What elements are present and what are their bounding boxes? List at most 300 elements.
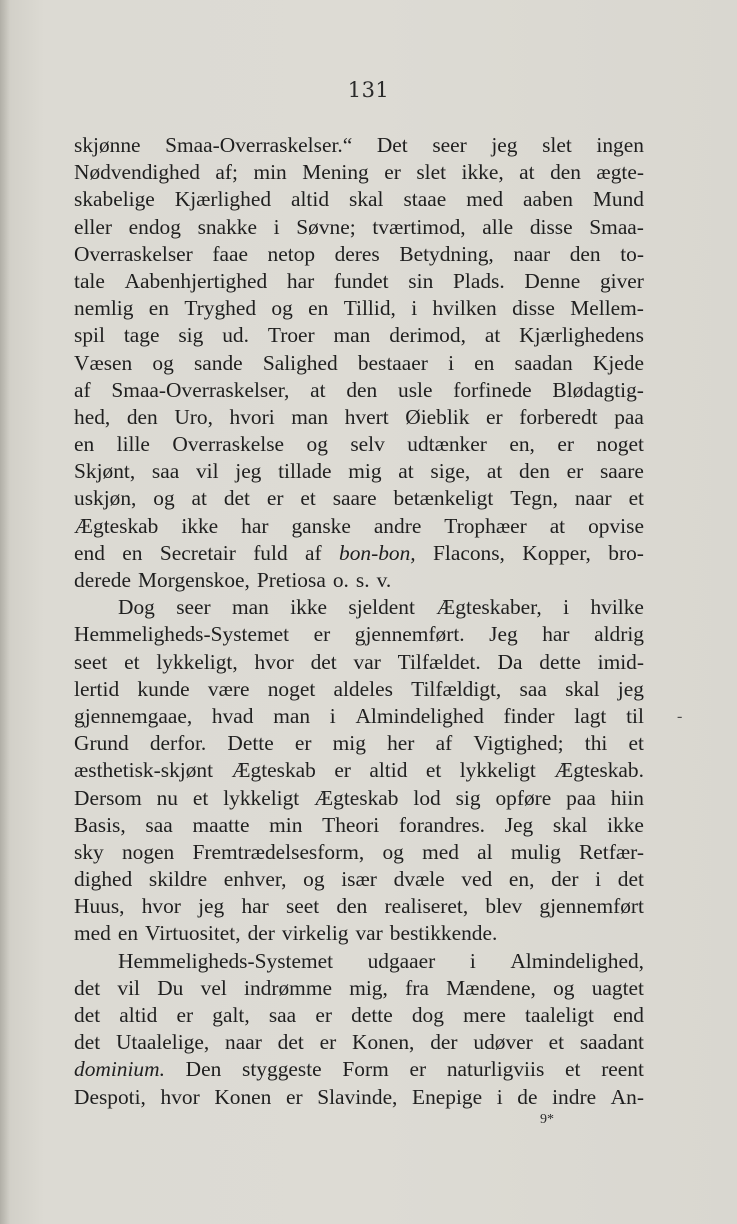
word: spil (74, 323, 105, 348)
word: altid (369, 758, 408, 783)
text-line (74, 540, 644, 567)
word: Theori (322, 812, 380, 837)
word: lykkeligt (223, 785, 300, 810)
word: Slavinde, (317, 1084, 398, 1109)
word: seer (176, 595, 211, 620)
word: lykkeligt, (156, 649, 238, 674)
word: aldeles (333, 676, 393, 701)
word: og (553, 975, 575, 1000)
text-line (74, 567, 644, 594)
word: det (74, 1030, 101, 1055)
word: Huus, (74, 894, 125, 919)
word: Ægteskaber, (436, 595, 542, 620)
word: er (294, 731, 312, 756)
text-line (74, 676, 644, 703)
word: gjennemgaae, (74, 703, 193, 728)
word: er (557, 432, 574, 457)
word: Grund (74, 731, 129, 756)
word: ingen (596, 133, 644, 157)
word: dog (411, 1003, 444, 1027)
word: lagt (574, 703, 607, 728)
word: mere (463, 1003, 506, 1027)
word: en, (509, 432, 535, 457)
word: skal (565, 676, 600, 701)
word: saa (145, 812, 173, 837)
word: min (253, 160, 287, 185)
word: i (448, 350, 455, 375)
word: v. (376, 568, 392, 592)
word: i (563, 595, 570, 620)
word: nu (156, 785, 178, 810)
word: Fremtrædelsesform, (192, 839, 365, 864)
text-line (74, 649, 644, 676)
word: bestikkende. (389, 921, 498, 946)
word: tage (123, 323, 160, 348)
word: et (628, 731, 644, 756)
word: Salighed (262, 350, 338, 375)
word: mulig (510, 839, 561, 864)
word: hvor (141, 894, 181, 919)
body-text (74, 132, 644, 1111)
word: med (74, 921, 111, 946)
word: opføre (495, 785, 552, 810)
word: Du (157, 975, 184, 1000)
word: ud. (222, 323, 249, 348)
word: skal (552, 812, 588, 837)
word: den (569, 241, 601, 266)
word: saadant (579, 1030, 644, 1055)
word: altid (119, 1003, 158, 1027)
word: enhver, (223, 867, 287, 892)
word: andre (373, 513, 422, 538)
word: slet (542, 133, 572, 157)
word: var (353, 649, 381, 674)
word: Væsen (74, 350, 133, 375)
word: mig (348, 459, 382, 484)
word: Virtuositet, (145, 921, 241, 946)
text-line (74, 268, 644, 295)
word: Denne (524, 268, 581, 293)
word: den (346, 377, 378, 402)
word: ikke (181, 513, 219, 538)
word: sige, (430, 459, 471, 484)
word: det (617, 867, 644, 892)
text-line (74, 322, 644, 349)
word: Hemmeligheds-Systemet (74, 622, 290, 647)
word: kunde (137, 676, 190, 701)
word: aaben (523, 187, 573, 212)
text-line (74, 621, 644, 648)
word: virkelig (281, 921, 349, 946)
word: Basis, (74, 812, 126, 837)
word: An- (610, 1084, 644, 1109)
text-line (74, 485, 644, 512)
word: og (152, 350, 174, 375)
word: saare (332, 486, 377, 511)
word: i (469, 948, 476, 973)
word: reent (601, 1057, 644, 1082)
word: Almindelighed, (510, 948, 644, 973)
word: mig (332, 731, 366, 756)
word: Betydning, (399, 241, 494, 266)
word: en (308, 296, 329, 321)
word: Hemmeligheds-Systemet (118, 948, 334, 973)
word: saare (599, 459, 644, 484)
word: Kjærlighedens (519, 323, 644, 348)
word: at (398, 459, 414, 484)
word: den (126, 404, 158, 429)
word: Ægteskab (231, 758, 316, 783)
word: endog (128, 214, 181, 239)
word: hvert (344, 404, 389, 429)
word: af (305, 540, 322, 565)
word: Almindelighed (355, 703, 484, 728)
word: altid (291, 187, 330, 212)
text-line (74, 757, 644, 784)
word: Det (376, 133, 408, 157)
word: hvilken (432, 296, 497, 321)
word: Flacons, (433, 540, 505, 565)
word: opvise (588, 513, 644, 538)
word: fuld (253, 540, 288, 565)
word: Nødvendighed (74, 160, 200, 185)
text-line (74, 377, 644, 404)
word: den (519, 459, 550, 484)
word: Søvne; (296, 214, 356, 239)
word: en (117, 921, 139, 946)
text-line (74, 785, 644, 812)
word: vil (195, 459, 219, 484)
word: Mening (302, 160, 369, 185)
word: er (266, 486, 284, 511)
word: finder (503, 703, 555, 728)
word: saadan (514, 350, 573, 375)
word: Retfær- (579, 839, 644, 864)
text-line (74, 975, 644, 1002)
word: et (192, 785, 209, 810)
word: et (425, 758, 442, 783)
word: lykkeligt (459, 758, 536, 783)
word: aldrig (594, 622, 644, 647)
word: naturligviis (446, 1057, 545, 1082)
word: Secretair (159, 540, 236, 565)
word: forfinede (453, 377, 532, 402)
word: to- (620, 241, 644, 266)
word: jeg (198, 894, 225, 919)
word: at (191, 486, 207, 511)
word: sjeldent (348, 595, 415, 620)
word: Overraskelser (74, 241, 193, 266)
word: at (484, 323, 501, 348)
word: realiseret, (384, 894, 469, 919)
word: saa (519, 676, 547, 701)
word: gjennemført. (354, 622, 465, 647)
word: og (382, 839, 404, 864)
word: og (271, 296, 293, 321)
word: at (519, 160, 535, 185)
word: Enepige (412, 1084, 483, 1109)
word: galt, (212, 1003, 250, 1027)
word: ved (461, 867, 493, 892)
word: Mund (592, 187, 644, 212)
word: er (409, 1057, 427, 1082)
word: jeg (491, 133, 518, 157)
word: at (486, 459, 503, 484)
word: tværtimod, (372, 214, 466, 239)
word: fundet (333, 268, 389, 293)
word: Dog (118, 595, 155, 620)
text-line (74, 594, 644, 621)
word: man (291, 404, 329, 429)
word: staae (403, 187, 447, 212)
word: skildre (148, 867, 208, 892)
word: fra (405, 975, 429, 1000)
word: Tryghed (184, 296, 257, 321)
margin-mark: - (677, 708, 683, 725)
word: selv (350, 432, 385, 457)
word: disse (529, 214, 573, 239)
word: hiin (610, 785, 644, 810)
word: Mændene, (446, 975, 536, 1000)
word: være (207, 676, 250, 701)
word: s. (355, 568, 370, 592)
word: dette (539, 649, 581, 674)
text-line (74, 703, 644, 730)
word: dette (351, 1003, 393, 1027)
word: paa (614, 404, 644, 429)
word: vil (117, 975, 140, 1000)
word: har (542, 622, 570, 647)
word: at (310, 377, 326, 402)
word: var (355, 921, 383, 946)
word: vel (200, 975, 227, 1000)
word: dvæle (393, 867, 445, 892)
word: mig, (349, 975, 388, 1000)
word: naar (513, 241, 551, 266)
word: taaleligt (525, 1003, 594, 1027)
word: forandres. (398, 812, 485, 837)
word: seet (74, 649, 108, 674)
text-line (74, 1029, 644, 1056)
word: Overraskelse (172, 432, 285, 457)
word: og (303, 867, 325, 892)
word: ægte- (596, 160, 644, 185)
word: Jeg (489, 622, 518, 647)
word: end (74, 540, 105, 565)
word: Øieblik (405, 404, 470, 429)
word: Skjønt, (74, 459, 136, 484)
word: har (241, 894, 269, 919)
word: Tilfældigt, (411, 676, 502, 701)
text-line (74, 948, 644, 975)
word: o. (332, 568, 349, 592)
word: disse (512, 296, 555, 321)
word: man (333, 323, 371, 348)
word: et (628, 486, 644, 511)
word: jeg (235, 459, 262, 484)
word: alle (482, 214, 514, 239)
word: Vigtighed; (473, 731, 564, 756)
word: Kjede (592, 350, 644, 375)
word: Kopper, (522, 540, 591, 565)
word: al (477, 839, 493, 864)
word: Tilfældet. (397, 649, 481, 674)
word: en (74, 432, 95, 457)
word: er (319, 1030, 337, 1055)
word: man (232, 595, 269, 620)
word: en (122, 540, 143, 565)
word: betænkeligt (393, 486, 494, 511)
word: lod (413, 785, 441, 810)
word: en (148, 296, 169, 321)
text-line (74, 186, 644, 213)
word: det (74, 975, 101, 1000)
word: Trophæer (444, 513, 527, 538)
text-line (74, 730, 644, 757)
word: den (550, 160, 581, 185)
text-line (74, 920, 644, 947)
word: hvori (229, 404, 275, 429)
word: et (300, 486, 316, 511)
word: Form (342, 1057, 389, 1082)
word: hvor (254, 649, 294, 674)
word: uagtet (591, 975, 644, 1000)
text-line (74, 241, 644, 268)
text-line (74, 431, 644, 458)
word: seet (285, 894, 320, 919)
word: Jeg (504, 812, 534, 837)
word: udgaaer (367, 948, 436, 973)
word: og (306, 432, 328, 457)
text-line (74, 1002, 644, 1029)
word: hvad (211, 703, 254, 728)
word: hed, (74, 404, 111, 429)
word: i (595, 867, 602, 892)
word: et (565, 1057, 581, 1082)
word: en, (508, 867, 535, 892)
word: i (329, 703, 336, 728)
word: ganske (291, 513, 351, 538)
word: saa (151, 459, 180, 484)
text-line (74, 159, 644, 186)
word: lertid (74, 676, 120, 701)
text-line (74, 513, 644, 540)
word: maatte (192, 812, 250, 837)
word: nogen (121, 839, 175, 864)
word: styggeste (242, 1057, 322, 1082)
word: eller (74, 214, 112, 239)
text-line (74, 214, 644, 241)
word: noget (267, 676, 316, 701)
word: i (411, 296, 418, 321)
word: af (435, 731, 453, 756)
word: thi (584, 731, 608, 756)
word: Despoti, (74, 1084, 146, 1109)
word: Tegn, (510, 486, 558, 511)
word: faae (212, 241, 248, 266)
word: af; (215, 160, 238, 185)
word: udøver (473, 1030, 533, 1055)
word: Dersom (74, 785, 142, 810)
word: lille (116, 432, 150, 457)
text-line (74, 132, 644, 159)
word: imid- (597, 649, 644, 674)
word: seer (432, 133, 467, 157)
word: har (241, 513, 269, 538)
word: Ægteskab. (554, 758, 644, 783)
word: Dette (227, 731, 274, 756)
word: Smaa-Overraskelser.“ (165, 133, 353, 157)
text-line (74, 866, 644, 893)
word: derfor. (149, 731, 207, 756)
word: Utaalelige, (115, 1030, 210, 1055)
word: Da (497, 649, 523, 674)
word: slet (416, 160, 447, 185)
word: naar (574, 486, 612, 511)
word: Smaa-Overraskelser, (111, 377, 290, 402)
word: udtænker (407, 432, 487, 457)
word: ikke (290, 595, 328, 620)
word: og (153, 486, 175, 511)
text-line (74, 404, 644, 431)
word: er (313, 622, 331, 647)
word: nemlig (74, 296, 134, 321)
word: derede (74, 568, 131, 592)
word: er (315, 1003, 332, 1027)
word: forberedt (519, 404, 598, 429)
word: dighed (74, 867, 133, 892)
word: bestaaer (357, 350, 428, 375)
word: Konen, (352, 1030, 415, 1055)
word: har (286, 268, 315, 293)
word: med (422, 839, 459, 864)
word: Ægteskab (314, 785, 399, 810)
word: et (124, 649, 140, 674)
word: Pretiosa (256, 568, 326, 592)
word: min (269, 812, 303, 837)
word: Plads. (452, 268, 505, 293)
word: ikke (607, 812, 644, 837)
word: Blødagtig- (552, 377, 644, 402)
word: Smaa- (589, 214, 644, 239)
word: sin (408, 268, 434, 293)
word: der (430, 1030, 458, 1055)
word: er (566, 459, 584, 484)
word: bro- (608, 540, 644, 565)
word: blev (485, 894, 523, 919)
word: Konen (214, 1084, 272, 1109)
word: til (626, 703, 644, 728)
word: saa (268, 1003, 297, 1027)
word: hvor (160, 1084, 200, 1109)
word: sande (193, 350, 243, 375)
word: Kjærlighed (174, 187, 272, 212)
page-number: 131 (347, 78, 390, 102)
word: det (223, 486, 250, 511)
word: noget (596, 432, 644, 457)
word: skal (349, 187, 384, 212)
word: Morgenskoe, (138, 568, 250, 592)
word: giver (599, 268, 644, 293)
word: det (74, 1003, 101, 1027)
word: er (334, 758, 351, 783)
text-line (74, 1056, 644, 1083)
word: den (336, 894, 368, 919)
word: Uro, (174, 404, 213, 429)
word: de (517, 1084, 538, 1109)
word: netop (267, 241, 316, 266)
word: at (549, 513, 566, 538)
